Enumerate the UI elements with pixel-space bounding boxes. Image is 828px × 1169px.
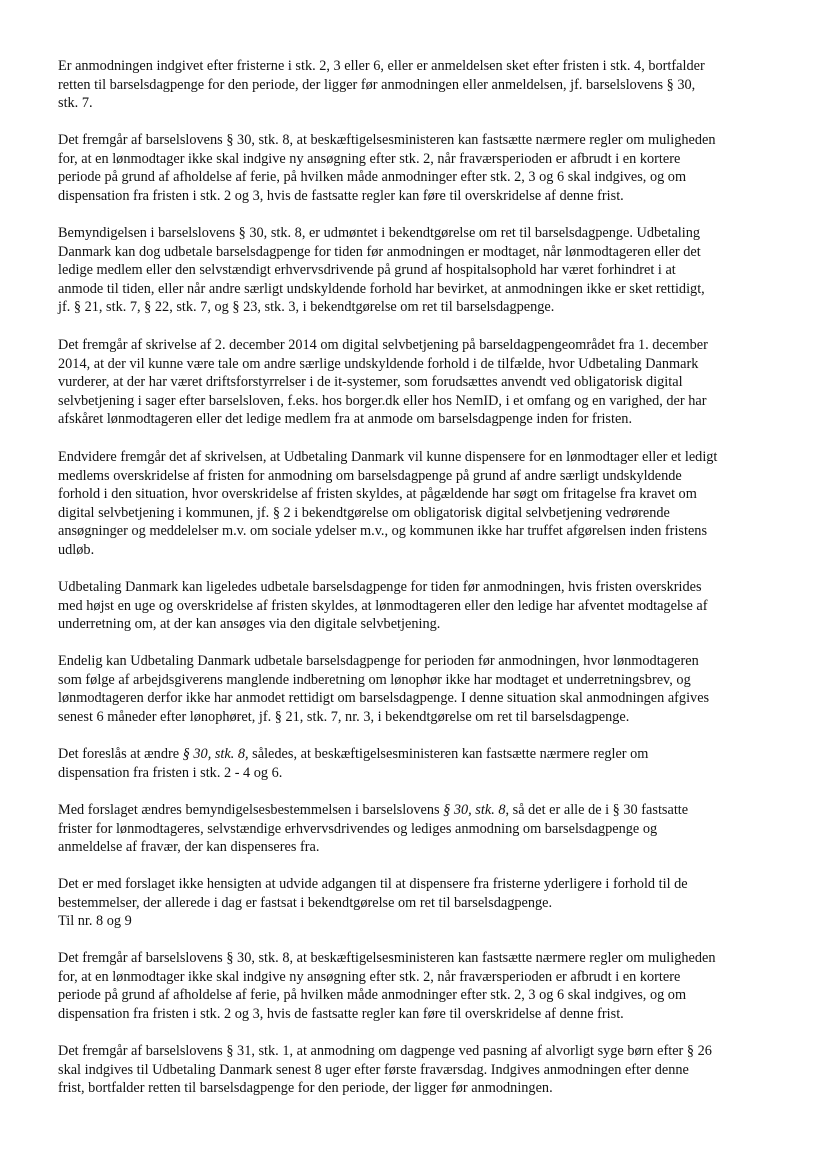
text-line: skal indgives til Udbetaling Danmark senest 8 uger efter første fraværsdag. Indgives anmodningen efter denne <box>58 1061 689 1078</box>
text-line: ledige medlem eller den selvstændigt erhvervsdrivende på grund af hospitalsophold har været forhindret i at <box>58 262 676 279</box>
paragraph-6 <box>58 578 780 634</box>
text-line: medlems overskridelse af fristen for anmodning om barselsdagpenge på grund af andre særligt undskyldende <box>58 467 682 484</box>
text-line: Det fremgår af barselslovens § 31, stk. 1, at anmodning om dagpenge ved pasning af alvorligt syge børn efter § 26 <box>58 1043 712 1059</box>
text-line: Det fremgår af barselslovens § 30, stk. 8, at beskæftigelsesministeren kan fastsætte nærmere regler om muligheden <box>58 950 716 966</box>
text-line: anmeldelse af fravær, der kan dispenseres fra. <box>58 839 320 856</box>
text-line: forhold i den situation, hvor overskridelse af fristen skyldes, at pågældende har søgt om fritagelse fra kravet om <box>58 486 697 503</box>
text-line: digital selvbetjening i kommunen, jf. § 2 i bekendtgørelse om obligatorisk digital selvbetjening vedrørende <box>58 504 670 521</box>
paragraph-9 <box>58 801 780 857</box>
text-line: Danmark kan dog udbetale barselsdagpenge for tiden før anmodningen er modtaget, når lønmodtageren eller det <box>58 243 701 260</box>
text-line: 2014, at der vil kunne være tale om andre særlige undskyldende forhold i de tilfælde, hvor Udbetaling Danmark <box>58 355 699 372</box>
text-line <box>58 745 780 764</box>
text-line: Det fremgår af skrivelse af 2. december 2014 om digital selvbetjening på barseldagpengeområdet fra 1. december <box>58 337 708 353</box>
text-line: Det fremgår af barselslovens § 30, stk. 8, at beskæftigelsesministeren kan fastsætte nærmere regler om muligheden <box>58 132 716 148</box>
section-heading <box>58 912 780 931</box>
paragraph-5 <box>58 448 780 560</box>
text-line: frister for lønmodtageres, selvstændige erhvervsdrivendes og lediges anmodning om barselsdagpenge og <box>58 820 658 837</box>
paragraph-4 <box>58 336 780 429</box>
paragraph-3 <box>58 224 780 317</box>
text-line: som følge af arbejdsgiverens manglende indberetning om lønophør ikke har modtaget et underretningsbrev, og <box>58 671 691 688</box>
law-reference: § 30, stk. 8 <box>443 802 506 818</box>
text-line: periode på grund af afholdelse af ferie, på hvilken måde anmodninger efter stk. 2, 3 og 6 skal indgives, og om <box>58 987 687 1004</box>
text-line: Det er med forslaget ikke hensigten at udvide adgangen til at dispensere fra fristerne yderligere i forhold til de <box>58 876 688 892</box>
text-line: lønmodtageren derfor ikke har anmodet rettidigt om barselsdagpenge. I denne situation skal anmodningen afgives <box>58 690 710 707</box>
paragraph-11 <box>58 949 780 1023</box>
text-line: stk. 7. <box>58 95 93 112</box>
paragraph-10 <box>58 875 780 912</box>
text-line: retten til barselsdagpenge for den periode, der ligger før anmodningen eller anmeldelsen, jf. barselslovens § 30, <box>58 76 696 93</box>
text-line: for, at en lønmodtager ikke skal indgive ny ansøgning efter stk. 2, når fraværsperioden er afbrudt i en kortere <box>58 150 681 167</box>
paragraph-7 <box>58 652 780 726</box>
paragraph-2 <box>58 131 780 205</box>
text-line: underretning om, at der kan ansøges via den digitale selvbetjening. <box>58 616 441 633</box>
text-line: anmode til tiden, eller når andre særligt undskyldende forhold har bevirket, at anmodningen ikke er sket rettidigt, <box>58 280 705 297</box>
text-run: , således, at beskæftigelsesministeren kan fastsætte nærmere regler om <box>245 746 649 762</box>
text-line: dispensation fra fristen i stk. 2 - 4 og 6. <box>58 764 283 781</box>
text-line: vurderer, at der har været driftsforstyrrelser i de it-systemer, som forudsættes anvendt ved obligatorisk digital <box>58 374 683 391</box>
text-line: Endelig kan Udbetaling Danmark udbetale barselsdagpenge for perioden før anmodningen, hvor lønmodtageren <box>58 653 699 669</box>
text-line: periode på grund af afholdelse af ferie, på hvilken måde anmodninger efter stk. 2, 3 og 6 skal indgives, og om <box>58 169 687 186</box>
text-line: afskåret lønmodtageren eller det ledige medlem fra at anmode om barselsdagpenge inden for fristen. <box>58 411 633 428</box>
text-line: udløb. <box>58 541 95 558</box>
text-run: Det foreslås at ændre <box>58 746 183 762</box>
paragraph-1 <box>58 57 780 113</box>
text-line: dispensation fra fristen i stk. 2 og 3, hvis de fastsatte regler kan føre til overskridelse af denne frist. <box>58 1005 624 1022</box>
text-run: , så det er alle de i § 30 fastsatte <box>505 802 689 818</box>
text-line: Udbetaling Danmark kan ligeledes udbetale barselsdagpenge for tiden før anmodningen, hvis fristen overskrides <box>58 579 702 595</box>
text-line: Endvidere fremgår det af skrivelsen, at Udbetaling Danmark vil kunne dispensere for en lønmodtager eller et ledigt <box>58 449 718 465</box>
text-line <box>58 801 780 820</box>
law-reference: § 30, stk. 8 <box>182 746 246 762</box>
text-line: for, at en lønmodtager ikke skal indgive ny ansøgning efter stk. 2, når fraværsperioden er afbrudt i en kortere <box>58 968 681 985</box>
heading-text: Til nr. 8 og 9 <box>58 913 132 929</box>
text-line: bestemmelser, der allerede i dag er fastsat i bekendtgørelse om ret til barselsdagpenge. <box>58 894 553 911</box>
text-line: ansøgninger og meddelelser m.v. om sociale ydelser m.v., og kommunen ikke har truffet afgørelsen inden fristens <box>58 523 708 540</box>
text-run: Med forslaget ændres bemyndigelsesbestemmelsen i barselslovens <box>58 802 444 818</box>
text-line: selvbetjening i sager efter barselsloven, f.eks. hos borger.dk eller hos NemID, i et omfang og en varighed, der har <box>58 392 707 409</box>
text-line: med højst en uge og overskridelse af fristen skyldes, at lønmodtageren eller den ledige har afventet modtagelse af <box>58 597 708 614</box>
paragraph-12 <box>58 1042 780 1098</box>
text-line: frist, bortfalder retten til barselsdagpenge for den periode, der ligger før anmodningen. <box>58 1080 553 1097</box>
text-line: senest 6 måneder efter lønophøret, jf. § 21, stk. 7, nr. 3, i bekendtgørelse om ret til barselsdagpenge. <box>58 708 630 725</box>
text-line: dispensation fra fristen i stk. 2 og 3, hvis de fastsatte regler kan føre til overskridelse af denne frist. <box>58 187 624 204</box>
paragraph-8 <box>58 745 780 782</box>
text-line: jf. § 21, stk. 7, § 22, stk. 7, og § 23, stk. 3, i bekendtgørelse om ret til barselsdagpenge. <box>58 299 555 316</box>
text-line: Er anmodningen indgivet efter fristerne i stk. 2, 3 eller 6, eller er anmeldelsen sket efter fristen i stk. 4, bortfalder <box>58 58 705 74</box>
text-line: Bemyndigelsen i barselslovens § 30, stk. 8, er udmøntet i bekendtgørelse om ret til barselsdagpenge. Udbetaling <box>58 225 701 241</box>
